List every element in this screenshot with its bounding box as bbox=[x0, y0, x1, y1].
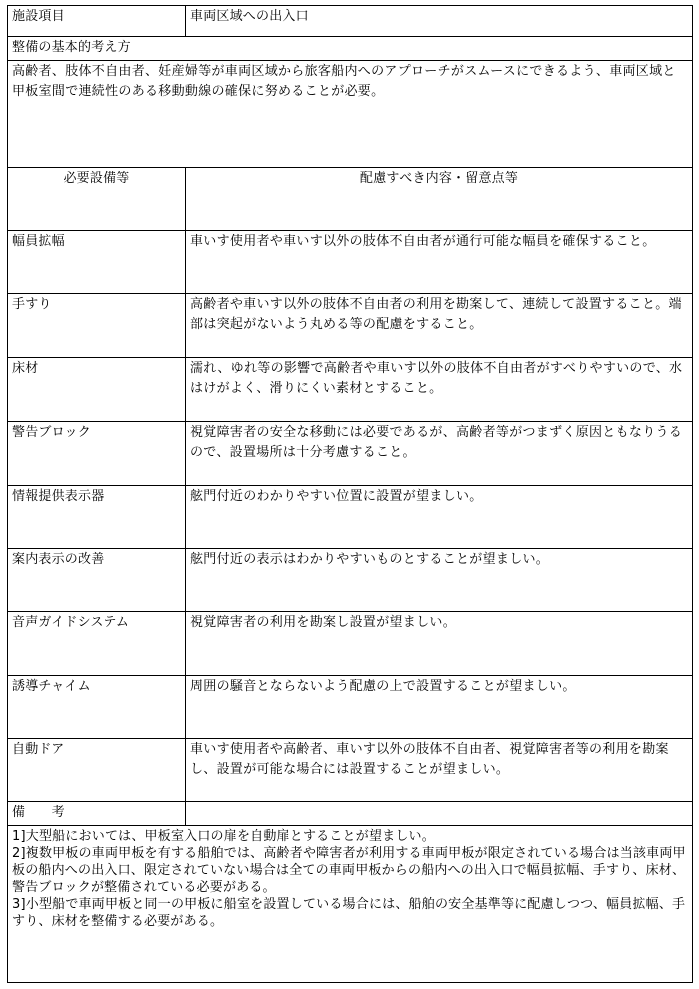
table-row bbox=[8, 739, 692, 802]
remark-note: 3]小型船で車両甲板と同一の甲板に船室を設置している場合には、船舶の安全基準等に配慮しつつ、幅員拡幅、手すり、床材を整備する必要がある。 bbox=[12, 897, 686, 929]
remarks-notes-row bbox=[8, 826, 692, 982]
basic-policy-text-row bbox=[8, 61, 692, 168]
col-header-equipment: 必要設備等 bbox=[8, 168, 186, 230]
remarks-heading: 備 考 bbox=[8, 802, 186, 825]
facility-item-label: 施設項目 bbox=[8, 6, 186, 36]
basic-policy-heading: 整備の基本的考え方 bbox=[12, 40, 131, 55]
equipment-name: 床材 bbox=[8, 358, 186, 421]
facility-item-value: 車両区域への出入口 bbox=[190, 9, 309, 24]
equipment-consideration: 周囲の騒音とならないよう配慮の上で設置することが望ましい。 bbox=[190, 679, 576, 694]
equipment-consideration: 高齢者や車いす以外の肢体不自由者の利用を勘案して、連続して設置すること。端部は突起がないよう丸める等の配慮をすること。 bbox=[190, 297, 682, 332]
basic-policy-text: 高齢者、肢体不自由者、妊産婦等が車両区域から旅客船内へのアプローチがスムースにできるよう、車両区域と甲板室間で連続性のある移動動線の確保に努めることが必要。 bbox=[12, 64, 676, 99]
equipment-name: 自動ドア bbox=[8, 739, 186, 801]
equipment-consideration: 濡れ、ゆれ等の影響で高齢者や車いす以外の肢体不自由者がすべりやすいので、水はけがよく、滑りにくい素材とすること。 bbox=[190, 361, 683, 396]
equipment-name: 誘導チャイム bbox=[8, 676, 186, 738]
table-row bbox=[8, 231, 692, 294]
basic-policy-heading-row bbox=[8, 37, 692, 61]
table-row bbox=[8, 612, 692, 676]
col-header-considerations: 配慮すべき内容・留意点等 bbox=[359, 171, 519, 186]
equipment-name: 音声ガイドシステム bbox=[8, 612, 186, 675]
table-row bbox=[8, 676, 692, 739]
header-row bbox=[8, 6, 692, 37]
equipment-name: 手すり bbox=[8, 294, 186, 357]
remarks-heading-row bbox=[8, 802, 692, 826]
table-row bbox=[8, 358, 692, 422]
equipment-consideration: 舷門付近の表示はわかりやすいものとすることが望ましい。 bbox=[190, 552, 550, 567]
facility-table bbox=[7, 5, 693, 983]
equipment-consideration: 舷門付近のわかりやすい位置に設置が望ましい。 bbox=[190, 489, 483, 504]
table-row bbox=[8, 422, 692, 486]
table-row bbox=[8, 486, 692, 549]
equipment-name: 幅員拡幅 bbox=[8, 231, 186, 293]
remark-note: 2]複数甲板の車両甲板を有する船舶では、高齢者や障害者が利用する車両甲板が限定されている場合は当該車両甲板の船内への出入口、限定されていない場合は全ての車両甲板からの船内への出入口で幅員拡幅、手すり、床材、警告ブロックが整備されている必要がある。 bbox=[12, 846, 686, 895]
equipment-consideration: 車いす使用者や高齢者、車いす以外の肢体不自由者、視覚障害者等の利用を勘案し、設置が可能な場合には設置することが望ましい。 bbox=[190, 742, 669, 777]
equipment-consideration: 視覚障害者の利用を勘案し設置が望ましい。 bbox=[190, 615, 457, 630]
table-row bbox=[8, 549, 692, 612]
equipment-consideration: 車いす使用者や車いす以外の肢体不自由者が通行可能な幅員を確保すること。 bbox=[190, 234, 656, 249]
equipment-name: 情報提供表示器 bbox=[8, 486, 186, 548]
column-header-row bbox=[8, 168, 692, 231]
equipment-name: 案内表示の改善 bbox=[8, 549, 186, 611]
equipment-name: 警告ブロック bbox=[8, 422, 186, 485]
remark-note: 1]大型船においては、甲板室入口の扉を自動扉とすることが望ましい。 bbox=[12, 829, 435, 844]
equipment-consideration: 視覚障害者の安全な移動には必要であるが、高齢者等がつまずく原因ともなりうるので、設置場所は十分考慮すること。 bbox=[190, 425, 683, 460]
table-row bbox=[8, 294, 692, 358]
remarks-notes bbox=[8, 826, 692, 982]
